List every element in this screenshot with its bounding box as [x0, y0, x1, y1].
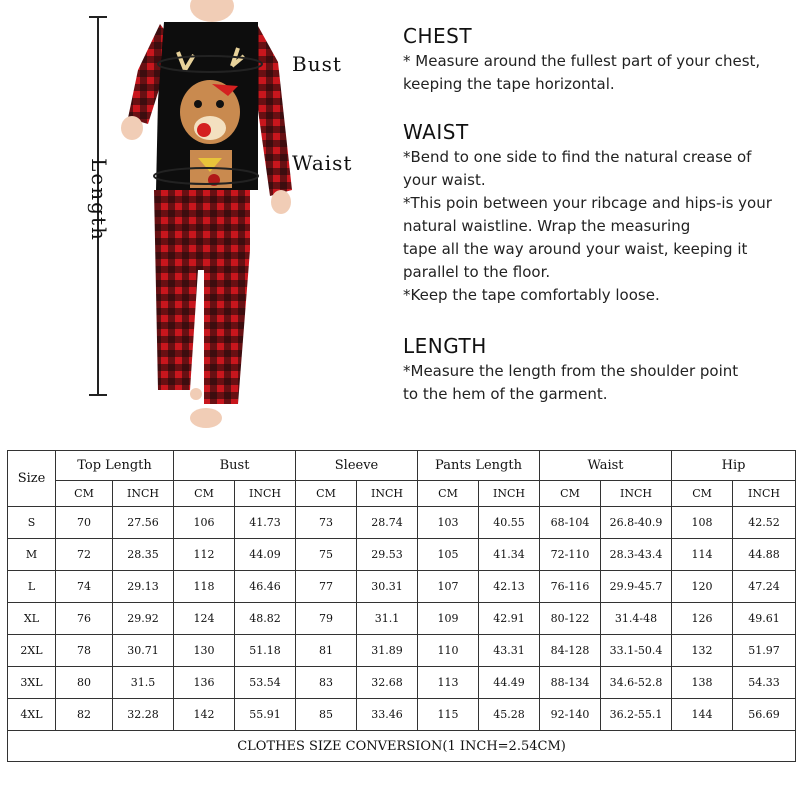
unit-cm-header: CM	[672, 481, 733, 507]
table-cell: 33.46	[357, 699, 418, 731]
pajama-illustration	[0, 0, 390, 440]
table-row	[8, 507, 796, 539]
size-header: Size	[8, 451, 56, 507]
length-label: Length	[87, 158, 111, 242]
table-cell: 31.1	[357, 603, 418, 635]
table-row	[8, 571, 796, 603]
table-cell: 27.56	[113, 507, 174, 539]
table-header-row	[8, 451, 796, 481]
unit-cm-header: CM	[418, 481, 479, 507]
table-cell: 41.34	[479, 539, 540, 571]
unit-cm-header: CM	[540, 481, 601, 507]
table-cell: 55.91	[235, 699, 296, 731]
table-cell: 132	[672, 635, 733, 667]
waist-line: *Bend to one side to find the natural crease of	[403, 148, 752, 166]
group-header: Hip	[672, 451, 796, 481]
waist-section	[403, 120, 788, 307]
waist-label: Waist	[292, 151, 353, 175]
size-cell: M	[8, 539, 56, 571]
waist-title: WAIST	[403, 120, 469, 144]
table-cell: 74	[56, 571, 113, 603]
unit-inch-header: INCH	[479, 481, 540, 507]
table-cell: 80-122	[540, 603, 601, 635]
group-header: Sleeve	[296, 451, 418, 481]
table-cell: 32.68	[357, 667, 418, 699]
waist-line: parallel to the floor.	[403, 263, 551, 281]
table-cell: 83	[296, 667, 357, 699]
table-cell: 103	[418, 507, 479, 539]
table-cell: 120	[672, 571, 733, 603]
table-cell: 51.18	[235, 635, 296, 667]
table-cell: 80	[56, 667, 113, 699]
unit-cm-header: CM	[174, 481, 235, 507]
table-cell: 110	[418, 635, 479, 667]
table-cell: 75	[296, 539, 357, 571]
table-cell: 144	[672, 699, 733, 731]
table-cell: 41.73	[235, 507, 296, 539]
table-cell: 42.13	[479, 571, 540, 603]
table-cell: 46.46	[235, 571, 296, 603]
table-cell: 77	[296, 571, 357, 603]
table-cell: 29.53	[357, 539, 418, 571]
unit-inch-header: INCH	[113, 481, 174, 507]
table-cell: 53.54	[235, 667, 296, 699]
table-cell: 108	[672, 507, 733, 539]
waist-line: *This poin between your ribcage and hips-is your	[403, 194, 772, 212]
table-cell: 136	[174, 667, 235, 699]
table-cell: 30.71	[113, 635, 174, 667]
table-cell: 84-128	[540, 635, 601, 667]
table-cell: 34.6-52.8	[601, 667, 672, 699]
chest-title: CHEST	[403, 24, 473, 48]
table-cell: 31.89	[357, 635, 418, 667]
table-cell: 81	[296, 635, 357, 667]
table-row	[8, 667, 796, 699]
table-cell: 48.82	[235, 603, 296, 635]
bust-label: Bust	[292, 52, 342, 76]
table-cell: 114	[672, 539, 733, 571]
table-row	[8, 539, 796, 571]
length-section	[403, 334, 788, 406]
table-cell: 28.35	[113, 539, 174, 571]
table-cell: 51.97	[733, 635, 796, 667]
table-cell: 44.49	[479, 667, 540, 699]
table-cell: 44.88	[733, 539, 796, 571]
table-cell: 28.3-43.4	[601, 539, 672, 571]
table-cell: 107	[418, 571, 479, 603]
group-header: Waist	[540, 451, 672, 481]
size-table-body	[8, 507, 796, 731]
table-cell: 68-104	[540, 507, 601, 539]
length-measure-cap-top	[89, 16, 107, 18]
unit-header-row	[8, 481, 796, 507]
table-cell: 43.31	[479, 635, 540, 667]
table-footer-row	[8, 731, 796, 762]
table-row	[8, 635, 796, 667]
table-cell: 88-134	[540, 667, 601, 699]
chest-line: * Measure around the fullest part of your chest,	[403, 52, 761, 70]
table-cell: 31.4-48	[601, 603, 672, 635]
table-cell: 29.9-45.7	[601, 571, 672, 603]
table-cell: 124	[174, 603, 235, 635]
table-cell: 78	[56, 635, 113, 667]
table-cell: 45.28	[479, 699, 540, 731]
table-cell: 112	[174, 539, 235, 571]
unit-cm-header: CM	[56, 481, 113, 507]
waist-line: your waist.	[403, 171, 486, 189]
table-row	[8, 699, 796, 731]
waist-line: tape all the way around your waist, keeping it	[403, 240, 748, 258]
table-cell: 79	[296, 603, 357, 635]
size-cell: XL	[8, 603, 56, 635]
table-cell: 109	[418, 603, 479, 635]
size-cell: 2XL	[8, 635, 56, 667]
table-cell: 76	[56, 603, 113, 635]
table-cell: 118	[174, 571, 235, 603]
length-title: LENGTH	[403, 334, 487, 358]
table-cell: 72	[56, 539, 113, 571]
table-cell: 33.1-50.4	[601, 635, 672, 667]
table-cell: 28.74	[357, 507, 418, 539]
table-cell: 72-110	[540, 539, 601, 571]
size-cell: L	[8, 571, 56, 603]
group-header: Pants Length	[418, 451, 540, 481]
table-cell: 130	[174, 635, 235, 667]
table-cell: 113	[418, 667, 479, 699]
unit-inch-header: INCH	[357, 481, 418, 507]
table-cell: 29.92	[113, 603, 174, 635]
table-cell: 47.24	[733, 571, 796, 603]
table-cell: 54.33	[733, 667, 796, 699]
size-cell: S	[8, 507, 56, 539]
unit-cm-header: CM	[296, 481, 357, 507]
unit-inch-header: INCH	[601, 481, 672, 507]
table-cell: 29.13	[113, 571, 174, 603]
table-cell: 115	[418, 699, 479, 731]
table-cell: 126	[672, 603, 733, 635]
table-cell: 138	[672, 667, 733, 699]
table-cell: 30.31	[357, 571, 418, 603]
group-header: Top Length	[56, 451, 174, 481]
length-line: *Measure the length from the shoulder point	[403, 362, 739, 380]
table-cell: 40.55	[479, 507, 540, 539]
table-row	[8, 603, 796, 635]
unit-inch-header: INCH	[235, 481, 296, 507]
table-cell: 49.61	[733, 603, 796, 635]
table-cell: 85	[296, 699, 357, 731]
table-cell: 76-116	[540, 571, 601, 603]
table-cell: 44.09	[235, 539, 296, 571]
table-cell: 73	[296, 507, 357, 539]
table-cell: 105	[418, 539, 479, 571]
table-cell: 31.5	[113, 667, 174, 699]
group-header: Bust	[174, 451, 296, 481]
table-cell: 42.91	[479, 603, 540, 635]
size-cell: 3XL	[8, 667, 56, 699]
waist-line: natural waistline. Wrap the measuring	[403, 217, 691, 235]
chest-line: keeping the tape horizontal.	[403, 75, 615, 93]
table-cell: 92-140	[540, 699, 601, 731]
table-cell: 56.69	[733, 699, 796, 731]
length-measure-cap-bottom	[89, 394, 107, 396]
table-cell: 32.28	[113, 699, 174, 731]
table-cell: 42.52	[733, 507, 796, 539]
table-cell: 106	[174, 507, 235, 539]
waist-line: *Keep the tape comfortably loose.	[403, 286, 660, 304]
conversion-note: CLOTHES SIZE CONVERSION(1 INCH=2.54CM)	[8, 731, 796, 762]
table-cell: 82	[56, 699, 113, 731]
table-cell: 70	[56, 507, 113, 539]
table-cell: 142	[174, 699, 235, 731]
size-cell: 4XL	[8, 699, 56, 731]
table-cell: 36.2-55.1	[601, 699, 672, 731]
length-line: to the hem of the garment.	[403, 385, 608, 403]
chest-section	[403, 24, 788, 96]
unit-inch-header: INCH	[733, 481, 796, 507]
size-chart-table	[7, 450, 796, 762]
table-cell: 26.8-40.9	[601, 507, 672, 539]
